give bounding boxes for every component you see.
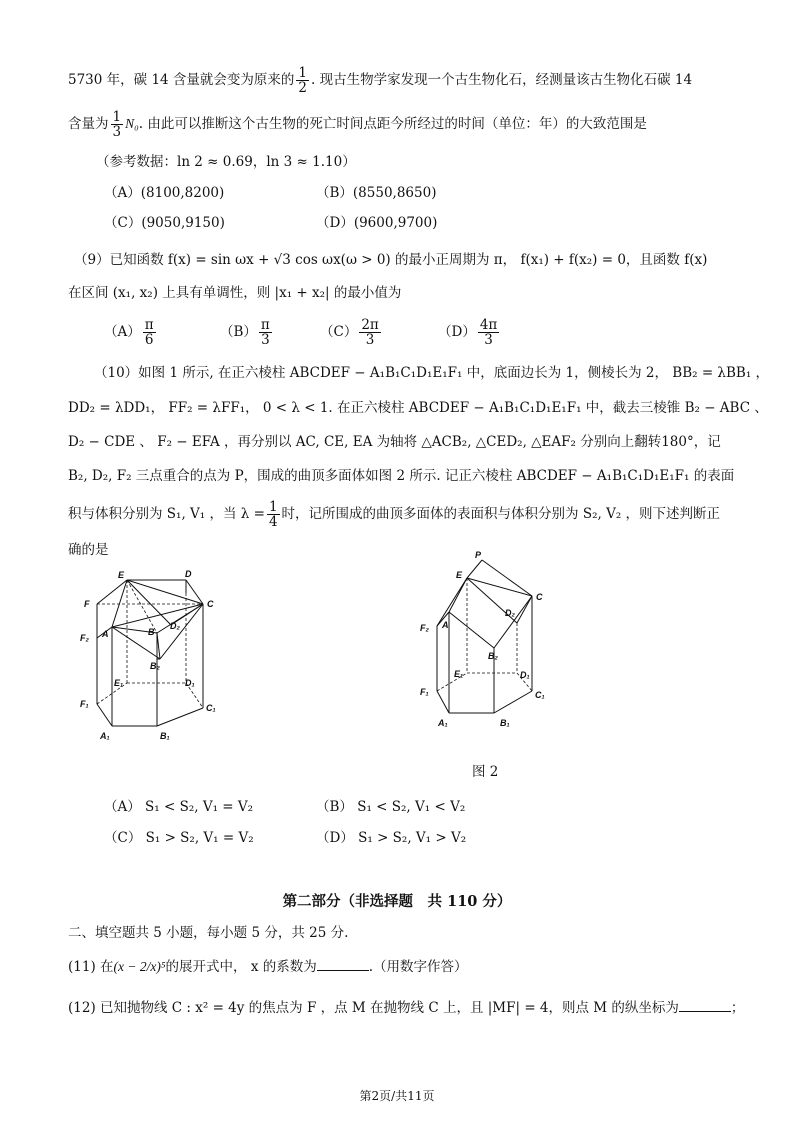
fig1-label-f2: F₂: [80, 633, 89, 643]
q8-option-c: （C）(9050,9150): [104, 215, 225, 231]
q9-option-d: （D） $\frac{4\pi}{3}$: [438, 317, 498, 348]
part2-intro: 二、填空题共 5 小题，每小题 5 分，共 25 分.: [68, 925, 349, 941]
q9-line2: 在区间 (x₁, x₂) 上具有单调性，则 |x₁ + x₂| 的最小值为: [68, 285, 402, 301]
fig1-label-a: A: [102, 629, 109, 639]
fig2-label-f2: F₂: [420, 623, 429, 633]
fig2-label-b1: B₁: [500, 718, 510, 728]
q8-option-d: （D）(9600,9700): [316, 215, 438, 231]
fig2-label-c1: C₁: [535, 690, 545, 700]
q9-option-a: （A） $\frac{\pi}{6}$: [104, 317, 154, 348]
fig1-label-b1: B₁: [160, 731, 170, 741]
fig1-label-e: E: [118, 570, 125, 580]
fig2-label-a1: A₁: [438, 718, 448, 728]
fig1-label-f: F: [84, 599, 90, 609]
fig2-label-e1: E₁: [454, 669, 464, 679]
q10-option-b: （B） S₁ < S₂, V₁ < V₂: [316, 799, 466, 815]
q11-line: (11) 在(x − 2/x)⁵的展开式中， x 的系数为 .（用数字作答）: [68, 959, 468, 975]
fig1-label-f1: F₁: [80, 699, 89, 709]
fig1-label-d1: D₁: [185, 678, 195, 688]
fig2-label-d2: D₂: [505, 608, 515, 618]
q12-line: (12) 已知抛物线 C : x² = 4y 的焦点为 F ，点 M 在抛物线 C 上，且 |MF| = 4，则点 M 的纵坐标为 ；: [68, 1000, 745, 1016]
q12-answer-blank: [679, 999, 731, 1012]
fig1-label-b: B: [148, 627, 155, 637]
fig1-label-d2: D₂: [170, 621, 180, 631]
q8-line1: 5730 年，碳 14 含量就会变为原来的 $\frac{1}{2}$ . 现古生物学家发现一个古生物化石，经测量该古生物化石碳 14: [68, 65, 693, 96]
q10-line2: DD₂ = λDD₁， FF₂ = λFF₁， 0 < λ < 1. 在正六棱柱 ABCDEF − A₁B₁C₁D₁E₁F₁ 中，截去三棱锥 B₂ − ABC 、: [68, 400, 768, 416]
fraction-third: $\frac{1}{3}$: [112, 109, 122, 140]
figure-2-caption: 图 2: [472, 764, 499, 780]
fig1-label-d: D: [185, 569, 192, 579]
fig2-label-a: A: [442, 620, 449, 630]
q9-option-b: （B） $\frac{\pi}{3}$: [220, 317, 270, 348]
fig2-label-b2: B₂: [488, 651, 498, 661]
fig2-label-c: C: [536, 592, 543, 602]
q8-reference-data: （参考数据：ln 2 ≈ 0.69，ln 3 ≈ 1.10）: [96, 154, 356, 170]
q10-line4: B₂, D₂, F₂ 三点重合的点为 P，围成的曲顶多面体如图 2 所示. 记正六棱柱 ABCDEF − A₁B₁C₁D₁E₁F₁ 的表面: [68, 468, 735, 484]
q9-option-c: （C） $\frac{2\pi}{3}$: [320, 317, 379, 348]
q8-option-a: （A）(8100,8200): [104, 185, 225, 201]
fraction-quarter: $\frac{1}{4}$: [268, 499, 278, 530]
q10-option-d: （D） S₁ > S₂, V₁ > V₂: [316, 830, 467, 846]
fig1-label-a1: A₁: [100, 731, 110, 741]
q8-option-b: （B）(8550,8650): [316, 185, 437, 201]
q10-line6: 确的是: [68, 542, 109, 558]
fig1-label-c: C: [207, 599, 214, 609]
q8-line2: 含量为 $\frac{1}{3}$ N₀. 由此可以推断这个古生物的死亡时间点距今所经过的时间（单位：年）的大致范围是: [68, 109, 647, 140]
part2-title: 第二部分（非选择题 共 110 分）: [282, 893, 512, 910]
page-footer: 第2页/共11页: [359, 1089, 435, 1103]
q10-line5: 积与体积分别为 S₁, V₁ ，当 λ = $\frac{1}{4}$ 时，记所围成的曲顶多面体的表面积与体积分别为 S₂, V₂ ，则下述判断正: [68, 499, 721, 530]
q10-option-a: （A） S₁ < S₂, V₁ = V₂: [104, 799, 254, 815]
q10-line1: （10）如图 1 所示, 在正六棱柱 ABCDEF − A₁B₁C₁D₁E₁F₁ 中，底面边长为 1，侧棱长为 2， BB₂ = λBB₁ ，: [94, 365, 770, 381]
fig1-label-b2: B₂: [150, 661, 160, 671]
q9-line1: （9）已知函数 f(x) = sin ωx + √3 cos ωx(ω > 0) 的最小正周期为 π， f(x₁) + f(x₂) = 0，且函数 f(x): [74, 252, 708, 268]
figure-2-curved-polyhedron: [412, 548, 572, 733]
fig2-label-f1: F₁: [420, 687, 429, 697]
fig2-label-d1: D₁: [520, 670, 530, 680]
q10-line3: D₂ − CDE 、 F₂ − EFA ，再分别以 AC, CE, EA 为轴将 △ACB₂, △CED₂, △EAF₂ 分别向上翻转180°，记: [68, 434, 721, 450]
figure-1-hexagonal-prism: [72, 565, 232, 750]
fig1-label-e1: E₁: [114, 678, 124, 688]
fig2-label-e: E: [456, 570, 463, 580]
fig1-label-c1: C₁: [206, 703, 216, 713]
q10-option-c: （C） S₁ > S₂, V₁ = V₂: [104, 830, 254, 846]
fraction-half: $\frac{1}{2}$: [298, 65, 308, 96]
fig2-label-p: P: [475, 550, 482, 560]
q11-answer-blank: [317, 958, 369, 971]
